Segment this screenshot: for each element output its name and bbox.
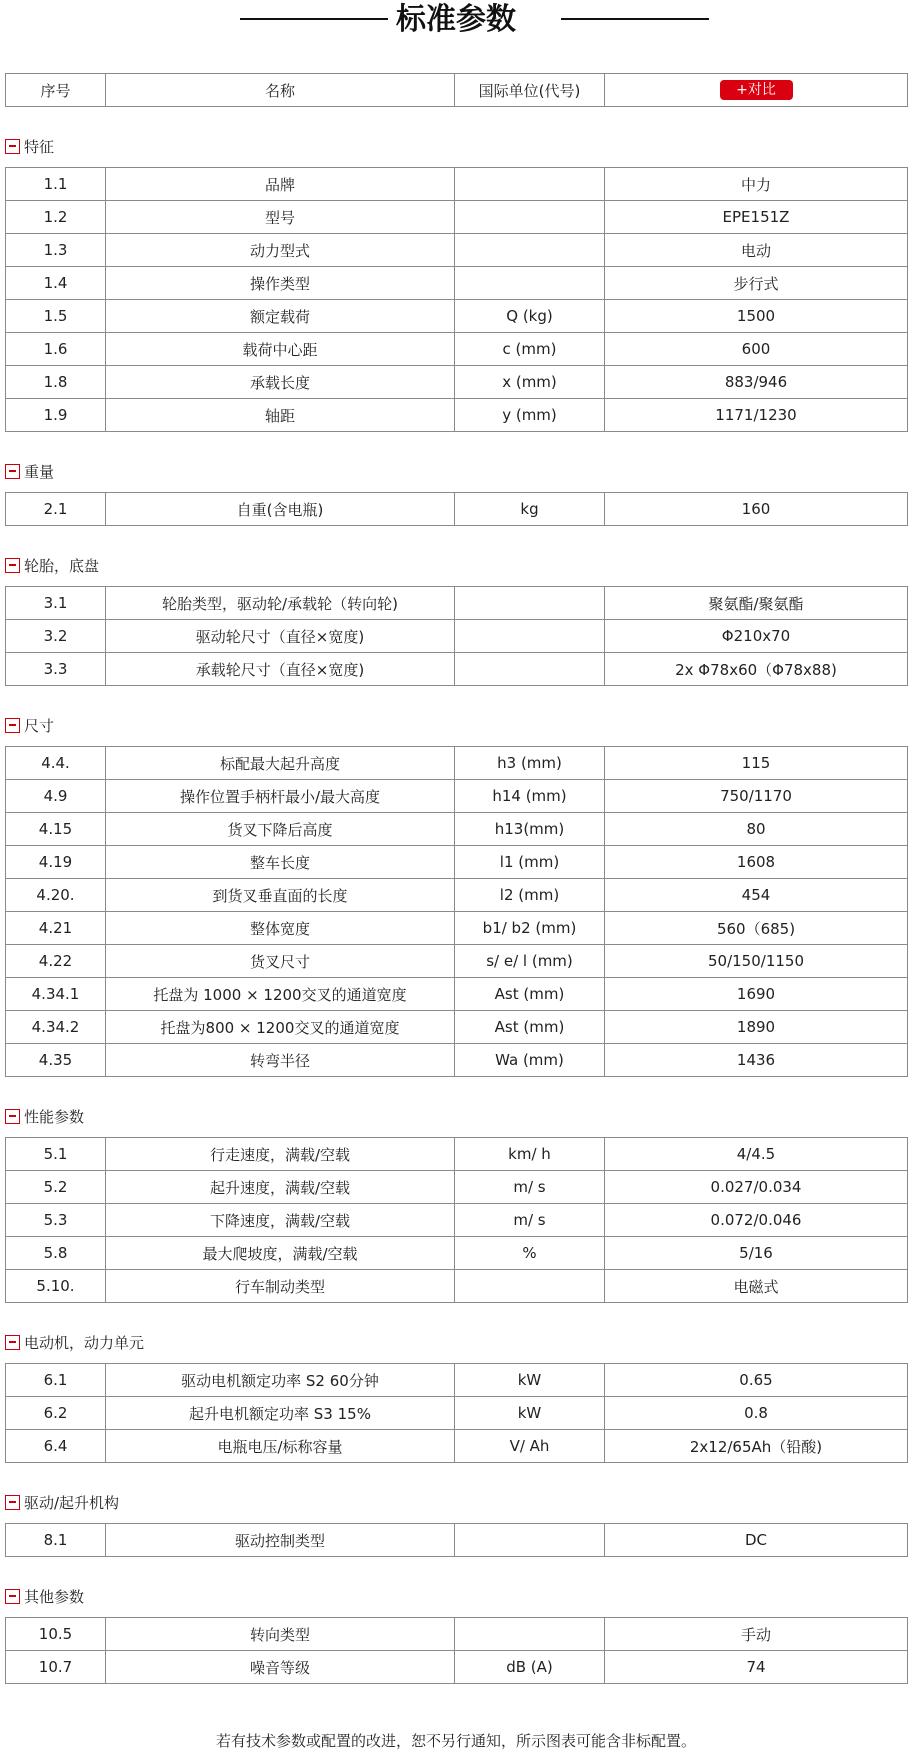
cell-name: 操作位置手柄杆最小/最大高度 [106,780,455,813]
cell-value: 0.027/0.034 [605,1171,908,1204]
cell-no: 8.1 [6,1524,106,1557]
cell-no: 1.2 [6,201,106,234]
cell-value: 600 [605,333,908,366]
table-row [6,846,908,879]
cell-no: 3.1 [6,587,106,620]
cell-value: 0.8 [605,1397,908,1430]
cell-unit: b1/ b2 (mm) [455,912,605,945]
cell-no: 6.2 [6,1397,106,1430]
cell-name: 货叉下降后高度 [106,813,455,846]
cell-value: 74 [605,1651,908,1684]
spec-sections [0,136,912,1684]
section-label: 电动机，动力单元 [24,1333,145,1352]
table-row [6,493,908,526]
table-row [6,1270,908,1303]
table-row [6,747,908,780]
minus-collapse-icon[interactable] [5,139,20,154]
header-name: 名称 [106,74,455,107]
cell-value: 1171/1230 [605,399,908,432]
cell-name: 型号 [106,201,455,234]
section-header[interactable] [5,1586,912,1606]
section-header[interactable] [5,715,912,735]
cell-no: 4.9 [6,780,106,813]
cell-value: 2x Φ78x60（Φ78x88) [605,653,908,686]
cell-name: 起升速度，满载/空载 [106,1171,455,1204]
section-header[interactable] [5,136,912,156]
spec-table [5,1617,908,1684]
cell-name: 噪音等级 [106,1651,455,1684]
header-no: 序号 [6,74,106,107]
cell-unit: % [455,1237,605,1270]
table-row [6,1651,908,1684]
cell-value: 1690 [605,978,908,1011]
section-label: 驱动/起升机构 [24,1493,120,1512]
cell-unit: m/ s [455,1171,605,1204]
cell-unit: Ast (mm) [455,978,605,1011]
cell-no: 1.8 [6,366,106,399]
cell-unit [455,587,605,620]
cell-unit [455,234,605,267]
table-row [6,399,908,432]
table-row [6,1171,908,1204]
cell-value: 1608 [605,846,908,879]
minus-collapse-icon[interactable] [5,558,20,573]
cell-name: 下降速度，满载/空载 [106,1204,455,1237]
section-label: 特征 [24,137,55,156]
table-row [6,945,908,978]
cell-value: 聚氨酯/聚氨酯 [605,587,908,620]
cell-value: EPE151Z [605,201,908,234]
section-header[interactable] [5,461,912,481]
section-label: 性能参数 [24,1107,85,1126]
cell-no: 1.5 [6,300,106,333]
cell-value: 步行式 [605,267,908,300]
cell-name: 整体宽度 [106,912,455,945]
spec-table [5,1523,908,1557]
cell-no: 5.8 [6,1237,106,1270]
header-compare-cell [605,74,908,107]
cell-no: 4.22 [6,945,106,978]
cell-unit: h3 (mm) [455,747,605,780]
footer-note: 若有技术参数或配置的改进，恕不另行通知，所示图表可能含非标配置。 [215,1732,696,1750]
section-header[interactable] [5,1332,912,1352]
section-header[interactable] [5,1106,912,1126]
cell-unit [455,1524,605,1557]
spec-table [5,167,908,432]
cell-name: 到货叉垂直面的长度 [106,879,455,912]
cell-value: 0.072/0.046 [605,1204,908,1237]
cell-no: 5.1 [6,1138,106,1171]
cell-value: 中力 [605,168,908,201]
cell-unit: s/ e/ l (mm) [455,945,605,978]
cell-value: 0.65 [605,1364,908,1397]
cell-name: 货叉尺寸 [106,945,455,978]
cell-name: 托盘为 1000 × 1200交叉的通道宽度 [106,978,455,1011]
section-label: 重量 [24,462,55,481]
cell-value: 750/1170 [605,780,908,813]
cell-name: 整车长度 [106,846,455,879]
cell-value: 5/16 [605,1237,908,1270]
cell-name: 行车制动类型 [106,1270,455,1303]
table-row [6,1397,908,1430]
cell-unit [455,168,605,201]
cell-unit: l1 (mm) [455,846,605,879]
table-row [6,201,908,234]
table-row [6,168,908,201]
minus-collapse-icon[interactable] [5,1589,20,1604]
cell-name: 操作类型 [106,267,455,300]
table-row [6,1044,908,1077]
minus-collapse-icon[interactable] [5,1335,20,1350]
table-row [6,978,908,1011]
table-row [6,879,908,912]
cell-name: 驱动电机额定功率 S2 60分钟 [106,1364,455,1397]
cell-unit [455,267,605,300]
spec-table [5,1363,908,1463]
cell-name: 驱动轮尺寸（直径×宽度) [106,620,455,653]
cell-name: 轮胎类型，驱动轮/承载轮（转向轮) [106,587,455,620]
cell-name: 额定载荷 [106,300,455,333]
cell-unit: Wa (mm) [455,1044,605,1077]
cell-no: 10.7 [6,1651,106,1684]
cell-no: 5.10. [6,1270,106,1303]
table-row [6,1618,908,1651]
cell-no: 10.5 [6,1618,106,1651]
cell-value: 1436 [605,1044,908,1077]
table-row [6,1138,908,1171]
table-row [6,300,908,333]
table-row [6,267,908,300]
cell-no: 3.2 [6,620,106,653]
cell-no: 1.9 [6,399,106,432]
cell-name: 转弯半径 [106,1044,455,1077]
cell-value: 电磁式 [605,1270,908,1303]
cell-unit: h13(mm) [455,813,605,846]
cell-value: 883/946 [605,366,908,399]
cell-name: 品牌 [106,168,455,201]
cell-unit: dB (A) [455,1651,605,1684]
cell-no: 4.19 [6,846,106,879]
cell-no: 1.3 [6,234,106,267]
cell-unit: kW [455,1397,605,1430]
cell-unit: x (mm) [455,366,605,399]
cell-unit: h14 (mm) [455,780,605,813]
section-header[interactable] [5,555,912,575]
cell-name: 轴距 [106,399,455,432]
cell-name: 标配最大起升高度 [106,747,455,780]
section-label: 尺寸 [24,716,55,735]
table-row [6,653,908,686]
cell-name: 转向类型 [106,1618,455,1651]
cell-name: 承载长度 [106,366,455,399]
header-unit: 国际单位(代号) [455,74,605,107]
table-row [6,1011,908,1044]
cell-value: 454 [605,879,908,912]
cell-no: 2.1 [6,493,106,526]
table-row [6,1364,908,1397]
cell-value: Φ210x70 [605,620,908,653]
page-title: 标准参数 [396,2,516,37]
cell-unit [455,620,605,653]
cell-no: 4.4. [6,747,106,780]
cell-no: 3.3 [6,653,106,686]
cell-unit: V/ Ah [455,1430,605,1463]
page-title-bar [0,0,912,40]
table-row [6,234,908,267]
cell-unit: l2 (mm) [455,879,605,912]
cell-unit: Ast (mm) [455,1011,605,1044]
cell-value: 1500 [605,300,908,333]
title-divider-right [561,18,709,20]
cell-name: 电瓶电压/标称容量 [106,1430,455,1463]
cell-no: 1.1 [6,168,106,201]
cell-value: 560（685) [605,912,908,945]
cell-value: 手动 [605,1618,908,1651]
cell-value: 50/150/1150 [605,945,908,978]
minus-collapse-icon[interactable] [5,1495,20,1510]
spec-header-table [5,73,908,107]
table-row [6,1237,908,1270]
table-row [6,366,908,399]
cell-unit [455,201,605,234]
cell-value: 2x12/65Ah（铅酸) [605,1430,908,1463]
cell-no: 5.3 [6,1204,106,1237]
cell-unit: Q (kg) [455,300,605,333]
table-row [6,813,908,846]
minus-collapse-icon[interactable] [5,1109,20,1124]
cell-name: 最大爬坡度，满载/空载 [106,1237,455,1270]
cell-no: 4.21 [6,912,106,945]
cell-value: 80 [605,813,908,846]
table-row [6,1204,908,1237]
section-header[interactable] [5,1492,912,1512]
cell-name: 自重(含电瓶) [106,493,455,526]
table-row [6,620,908,653]
cell-value: 115 [605,747,908,780]
cell-value: 4/4.5 [605,1138,908,1171]
spec-table [5,746,908,1077]
header-row [6,74,908,107]
spec-table [5,492,908,526]
cell-no: 4.15 [6,813,106,846]
cell-unit: kg [455,493,605,526]
minus-collapse-icon[interactable] [5,718,20,733]
compare-button[interactable]: +对比 [720,80,793,100]
cell-unit [455,653,605,686]
cell-no: 6.4 [6,1430,106,1463]
cell-value: DC [605,1524,908,1557]
cell-no: 5.2 [6,1171,106,1204]
cell-unit [455,1618,605,1651]
cell-name: 承载轮尺寸（直径×宽度) [106,653,455,686]
cell-no: 4.20. [6,879,106,912]
table-row [6,780,908,813]
spec-table [5,586,908,686]
table-row [6,1524,908,1557]
cell-name: 动力型式 [106,234,455,267]
cell-value: 1890 [605,1011,908,1044]
minus-collapse-icon[interactable] [5,464,20,479]
cell-no: 1.6 [6,333,106,366]
cell-value: 160 [605,493,908,526]
cell-no: 6.1 [6,1364,106,1397]
cell-unit: y (mm) [455,399,605,432]
cell-unit: km/ h [455,1138,605,1171]
cell-no: 4.34.2 [6,1011,106,1044]
cell-name: 行走速度，满载/空载 [106,1138,455,1171]
cell-unit: c (mm) [455,333,605,366]
section-label: 其他参数 [24,1587,85,1606]
cell-name: 驱动控制类型 [106,1524,455,1557]
cell-name: 载荷中心距 [106,333,455,366]
cell-unit [455,1270,605,1303]
cell-no: 1.4 [6,267,106,300]
table-row [6,333,908,366]
cell-no: 4.34.1 [6,978,106,1011]
cell-unit: m/ s [455,1204,605,1237]
table-row [6,912,908,945]
table-row [6,1430,908,1463]
cell-unit: kW [455,1364,605,1397]
section-label: 轮胎，底盘 [24,556,100,575]
cell-name: 托盘为800 × 1200交叉的通道宽度 [106,1011,455,1044]
cell-value: 电动 [605,234,908,267]
table-row [6,587,908,620]
cell-no: 4.35 [6,1044,106,1077]
cell-name: 起升电机额定功率 S3 15% [106,1397,455,1430]
spec-table [5,1137,908,1303]
